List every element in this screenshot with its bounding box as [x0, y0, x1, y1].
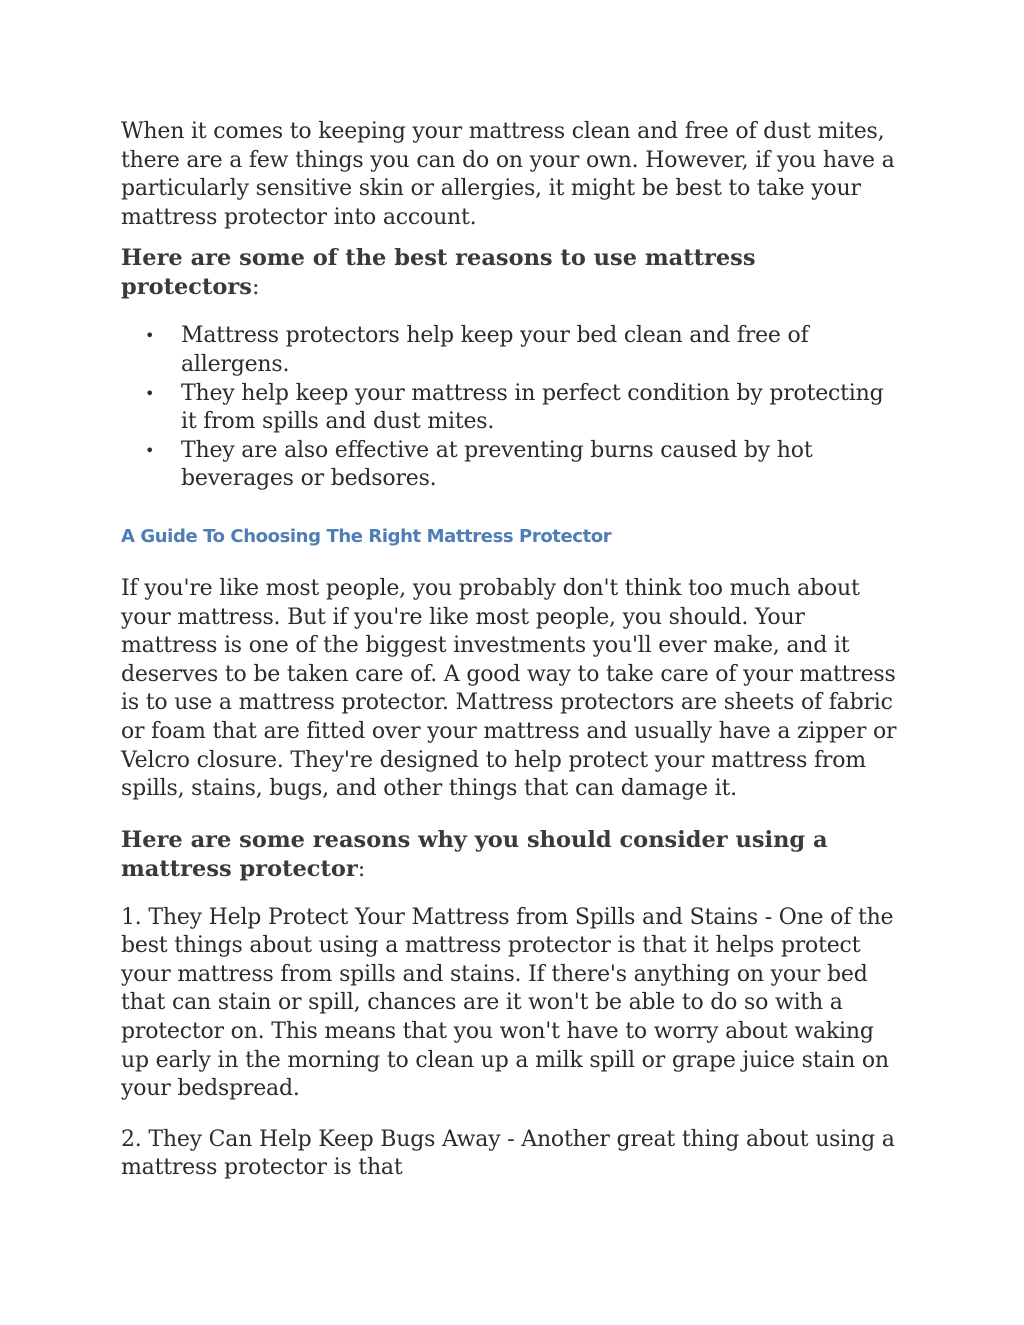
heading-colon: :: [357, 855, 366, 882]
reasons-bullet-list: [121, 322, 901, 494]
consider-reasons-heading-text: Here are some reasons why you should consider using a mattress protector: [121, 826, 828, 882]
list-item-text: They help keep your mattress in perfect condition by protecting it from spills and dust mites.: [181, 380, 884, 435]
best-reasons-heading-text: Here are some of the best reasons to use mattress protectors: [121, 245, 756, 301]
reason-2-paragraph: 2. They Can Help Keep Bugs Away - Another great thing about using a mattress protector is that: [121, 1126, 895, 1181]
guide-body-paragraph: If you're like most people, you probably don't think too much about your mattress. But if you're like most people, you should. Your mattress is one of the biggest investments you'll ever make, and it deserves to be taken care of. A good way to take care of your mattress is to use a mattress protector. Mattress protectors are sheets of fabric or foam that are fitted over your mattress and usually have a zipper or Velcro closure. They're designed to help protect your mattress from spills, stains, bugs, and other things that can damage it.: [121, 575, 897, 802]
document-page: [121, 118, 901, 1183]
bullet-icon: •: [145, 440, 155, 460]
list-item: [121, 322, 901, 379]
reason-1-paragraph: 1. They Help Protect Your Mattress from Spills and Stains - One of the best things about using a mattress protector is that it helps protect your mattress from spills and stains. If there's anything on your bed that can stain or spill, chances are it won't be able to do so with a protector on. This means that you won't have to worry about waking up early in the morning to clean up a milk spill or grape juice stain on your bedspread.: [121, 904, 894, 1102]
bullet-icon: •: [145, 383, 155, 403]
consider-reasons-heading: [121, 826, 901, 884]
list-item: [121, 437, 901, 494]
list-item-text: Mattress protectors help keep your bed clean and free of allergens.: [181, 323, 809, 377]
best-reasons-heading: [121, 244, 901, 302]
heading-colon: :: [251, 274, 260, 301]
bullet-icon: •: [145, 326, 155, 346]
intro-paragraph: When it comes to keeping your mattress clean and free of dust mites, there are a few things you can do on your own. However, if you have a particularly sensitive skin or allergies, it might be best to take your mattress protector into account.: [121, 119, 895, 230]
list-item-text: They are also effective at preventing burns caused by hot beverages or bedsores.: [181, 437, 813, 492]
guide-subheading: A Guide To Choosing The Right Mattress Protector: [121, 525, 612, 547]
list-item: [121, 380, 901, 437]
